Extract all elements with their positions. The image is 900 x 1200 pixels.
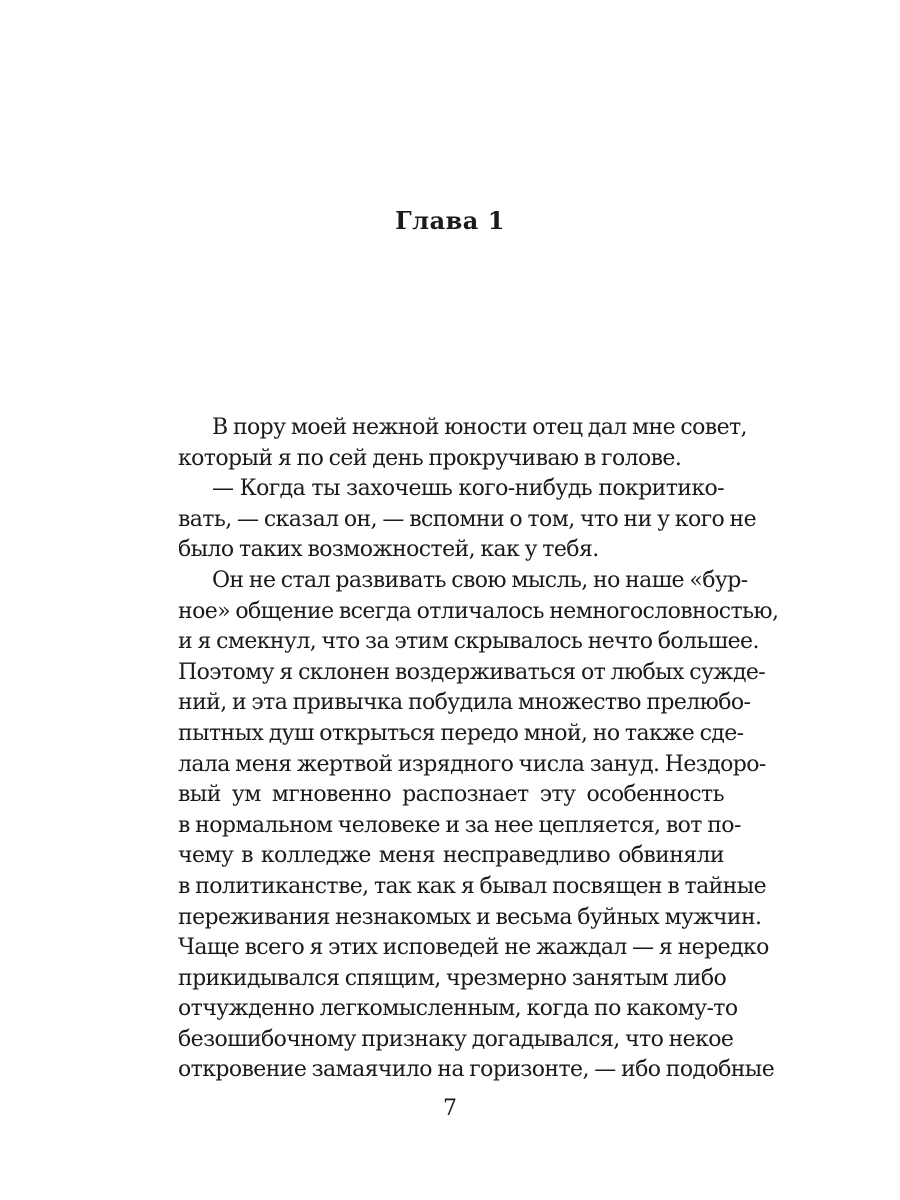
text-line: в политиканстве, так как я бывал посвящен в тайные bbox=[178, 873, 767, 899]
text-line: и я смекнул, что за этим скрывалось нечто большее. bbox=[178, 629, 759, 655]
text-line: чему в колледже меня несправедливо обвиняли bbox=[178, 843, 724, 869]
text-line: откровение замаячило на горизонте, — ибо подобные bbox=[178, 1057, 775, 1083]
text-line: В пору моей нежной юности отец дал мне совет, bbox=[212, 415, 747, 440]
text-line: Он не стал развивать свою мысль, но наше «бур- bbox=[212, 567, 748, 593]
text-line: было таких возможностей, как у тебя. bbox=[178, 537, 599, 563]
text-line: Чаще всего я этих исповедей не жаждал — я нередко bbox=[178, 935, 769, 961]
text-line: переживания незнакомых и весьма буйных мужчин. bbox=[178, 904, 762, 930]
text-line: Поэтому я склонен воздерживаться от любых сужде- bbox=[178, 659, 766, 685]
text-line: прикидывался спящим, чрезмерно занятым либо bbox=[178, 965, 727, 991]
text-line: вать, — сказал он, — вспомни о том, что ни у кого не bbox=[178, 506, 757, 532]
chapter-title: Глава 1 bbox=[395, 206, 505, 235]
text-line: — Когда ты захочешь кого-нибудь покритико- bbox=[212, 476, 724, 502]
text-line: отчужденно легкомысленным, когда по какому-то bbox=[178, 996, 738, 1022]
text-line: безошибочному признаку догадывался, что некое bbox=[178, 1026, 734, 1052]
body-text bbox=[178, 413, 779, 1086]
text-line: ное» общение всегда отличалось немногословностью, bbox=[178, 598, 779, 624]
text-line: лала меня жертвой изрядного числа зануд. Нездоро- bbox=[178, 751, 766, 777]
text-line: пытных душ открыться передо мной, но также сде- bbox=[178, 720, 744, 746]
text-line: который я по сей день прокручиваю в голове. bbox=[178, 445, 682, 471]
page-number: 7 bbox=[443, 1096, 457, 1121]
text-line: в нормальном человеке и за нее цепляется, вот по- bbox=[178, 812, 741, 838]
text-line: ний, и эта привычка побудила множество прелюбо- bbox=[178, 690, 751, 716]
text-line: вый ум мгновенно распознает эту особенность bbox=[178, 782, 724, 808]
